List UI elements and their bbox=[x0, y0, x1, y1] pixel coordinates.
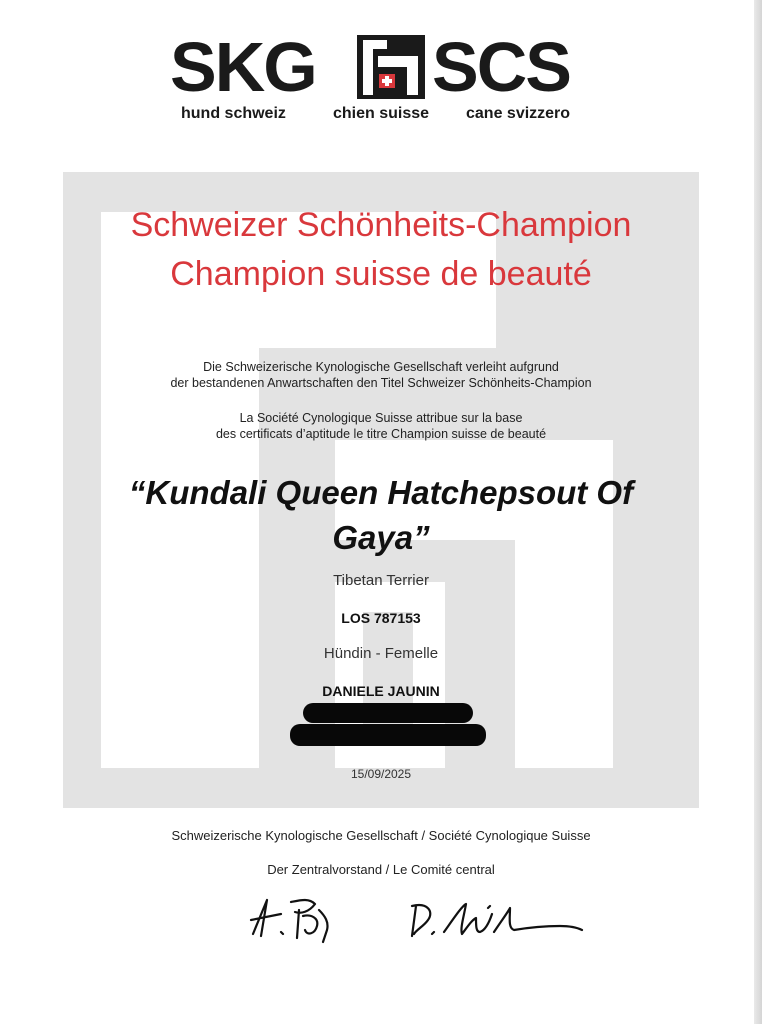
owner-name: DANIELE JAUNIN bbox=[322, 683, 440, 699]
dog-name-line-1: “Kundali Queen Hatchepsout Of bbox=[128, 474, 634, 511]
intro-german-line-2: der bestandenen Anwartschaften den Titel Schweizer Schönheits-Champion bbox=[170, 376, 592, 390]
signature-2 bbox=[410, 898, 590, 942]
title-german: Schweizer Schönheits-Champion bbox=[130, 206, 632, 244]
sex: Hündin - Femelle bbox=[323, 645, 439, 662]
intro-french-line-2: des certificats d’aptitude le titre Champion suisse de beauté bbox=[215, 427, 547, 441]
signature-1 bbox=[245, 892, 345, 948]
footer-board: Der Zentralvorstand / Le Comité central bbox=[267, 862, 495, 877]
intro-german-line-1: Die Schweizerische Kynologische Gesellschaft verleiht aufgrund bbox=[203, 360, 559, 374]
logo-scs-text: SCS bbox=[432, 28, 570, 106]
intro-french-line-1: La Société Cynologique Suisse attribue sur la base bbox=[239, 411, 523, 425]
tagline-german: hund schweiz bbox=[181, 105, 286, 122]
skg-scs-logo bbox=[0, 28, 762, 128]
redacted-address-line-2 bbox=[290, 724, 486, 746]
tagline-italian: cane svizzero bbox=[466, 105, 571, 122]
breed: Tibetan Terrier bbox=[333, 572, 429, 589]
title-french: Champion suisse de beauté bbox=[170, 255, 592, 293]
swiss-dog-emblem-icon bbox=[356, 34, 426, 100]
dog-name-line-2: Gaya” bbox=[332, 519, 430, 556]
award-date: 15/09/2025 bbox=[350, 767, 412, 781]
registration-number: LOS 787153 bbox=[341, 610, 421, 626]
logo-skg-text: SKG bbox=[170, 28, 316, 106]
tagline-french: chien suisse bbox=[333, 105, 430, 122]
footer-organisation: Schweizerische Kynologische Gesellschaft / Société Cynologique Suisse bbox=[171, 828, 591, 843]
redacted-address-line-1 bbox=[303, 703, 473, 723]
